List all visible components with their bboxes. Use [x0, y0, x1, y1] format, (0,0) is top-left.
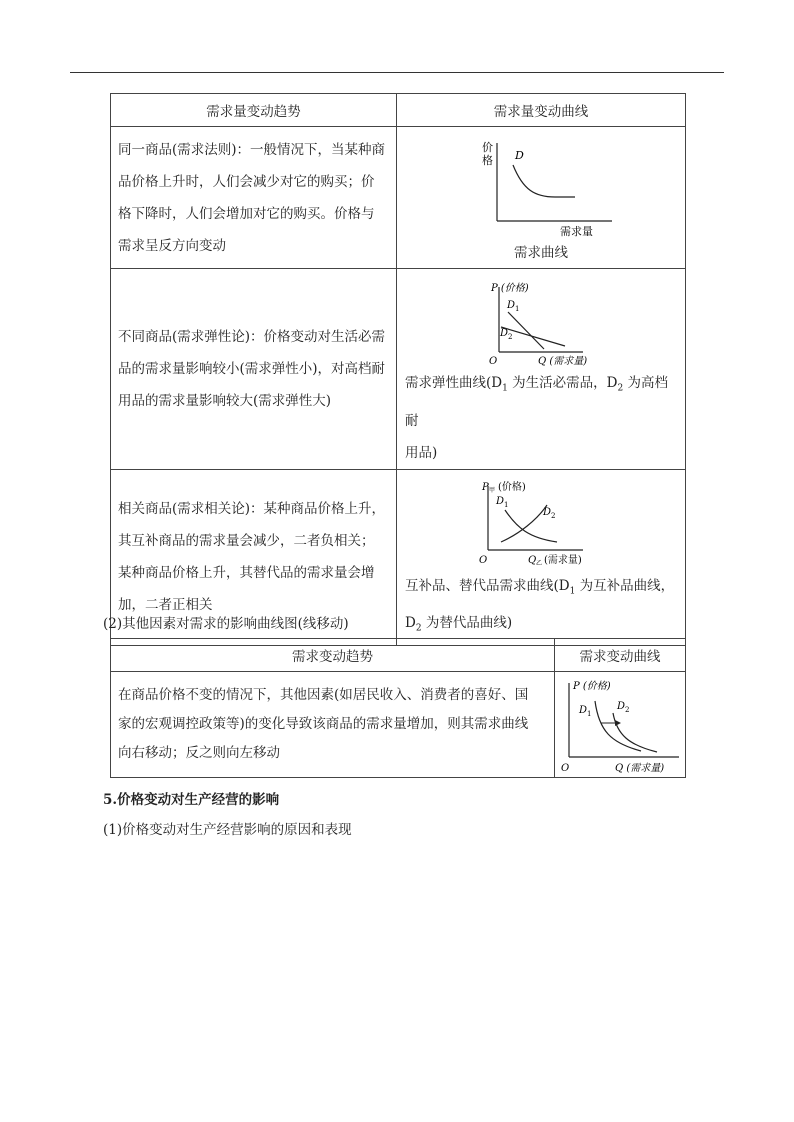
- text-line: 不同商品(需求弹性论)：价格变动对生活必需: [118, 328, 386, 345]
- text-line: 同一商品(需求法则)：一般情况下，当某种商: [118, 141, 386, 158]
- elasticity-curve-graph: [397, 269, 685, 367]
- text-line: 品价格上升时，人们会减少对它的购买；价: [118, 173, 375, 190]
- svg-text:Q (需求量): Q (需求量): [615, 762, 665, 774]
- svg-text:价: 价: [482, 140, 493, 154]
- row2-graph-cell: [397, 269, 686, 470]
- svg-text:(需求量): (需求量): [544, 554, 582, 566]
- svg-text:2: 2: [551, 511, 556, 520]
- shift-arrow-icon: [615, 720, 621, 726]
- text-line: 在商品价格不变的情况下，其他因素(如居民收入、消费者的喜好、国: [118, 687, 529, 703]
- demand-curve-graph: [397, 135, 685, 239]
- table-row: [111, 672, 686, 778]
- table-header-curve: 需求变动曲线: [555, 639, 686, 672]
- section-heading: 5.价格变动对生产经营的影响: [103, 792, 280, 808]
- text-line: 加，二者正相关: [118, 597, 213, 614]
- text-line: 格下降时，人们会增加对它的购买。价格与: [118, 205, 375, 222]
- shifted-demand-line: [613, 713, 657, 752]
- svg-text:D: D: [507, 300, 516, 311]
- svg-text:1: 1: [587, 709, 592, 718]
- text-line: 其互补商品的需求量会减少，二者负相关；: [118, 533, 375, 550]
- svg-text:D: D: [496, 495, 505, 507]
- text-line: 相关商品(需求相关论)：某种商品价格上升，: [118, 501, 386, 518]
- svg-text:格: 格: [482, 153, 493, 167]
- row1-graph-cell: [397, 127, 686, 269]
- table-row: [111, 127, 686, 269]
- table-header-curve: 需求量变动曲线: [397, 94, 686, 127]
- graph-caption: 需求曲线: [514, 244, 568, 261]
- svg-text:2: 2: [508, 333, 513, 341]
- svg-text:2: 2: [625, 705, 630, 714]
- text-line: 需求呈反方向变动: [118, 237, 226, 254]
- row1-text: [111, 127, 397, 269]
- subsection-label: (1)价格变动对生产经营影响的原因和表现: [103, 822, 352, 838]
- text-line: 家的宏观调控政策等)的变化导致该商品的需求量增加，则其需求曲线: [118, 716, 529, 732]
- svg-text:P (价格): P (价格): [491, 283, 529, 294]
- demand-shift-graph: [555, 673, 685, 777]
- table-header-trend: 需求变动趋势: [111, 639, 555, 672]
- svg-text:P: P: [482, 481, 489, 493]
- svg-text:(价格): (价格): [498, 481, 526, 493]
- shift-graph-cell: [555, 672, 686, 778]
- text-line: 某种商品价格上升，其替代品的需求量会增: [118, 565, 375, 582]
- text-line: 用品的需求量影响较大(需求弹性大): [118, 392, 332, 409]
- table-header-trend: 需求量变动趋势: [111, 94, 397, 127]
- svg-text:O: O: [479, 554, 488, 566]
- svg-text:O: O: [489, 356, 498, 367]
- svg-text:D: D: [617, 700, 626, 712]
- svg-text:需求量: 需求量: [560, 224, 593, 238]
- text-line: 向右移动；反之则向左移动: [118, 745, 280, 761]
- svg-text:D: D: [579, 704, 588, 716]
- shift-text: [111, 672, 555, 778]
- svg-text:1: 1: [504, 500, 509, 509]
- svg-text:D: D: [500, 328, 509, 339]
- svg-text:乙: 乙: [536, 559, 543, 567]
- row3-graph-cell: [397, 469, 686, 645]
- demand-shift-table: [110, 638, 686, 778]
- demand-curve-line: [513, 165, 575, 197]
- substitute-demand-line: [501, 505, 547, 542]
- row2-text: [111, 269, 397, 470]
- svg-text:D: D: [515, 148, 524, 162]
- svg-text:O: O: [561, 762, 570, 774]
- svg-text:甲: 甲: [489, 486, 496, 494]
- svg-text:D: D: [543, 506, 552, 518]
- svg-text:P (价格): P (价格): [573, 680, 611, 692]
- svg-text:Q (需求量): Q (需求量): [538, 356, 588, 367]
- demand-trend-table: [110, 93, 686, 646]
- complement-substitute-graph: [397, 470, 685, 570]
- graph-caption: 互补品、替代品需求曲线($D_1$ 为互补品曲线， $D_2$ 为替代品曲线): [405, 577, 675, 635]
- svg-text:1: 1: [515, 305, 520, 313]
- graph-caption: 需求弹性曲线($D_1$ 为生活必需品，$D_2$ 为高档耐 用品): [405, 375, 668, 461]
- subsection-label: (2)其他因素对需求的影响曲线图(线移动): [103, 616, 349, 632]
- svg-text:Q: Q: [528, 554, 537, 566]
- table-row: [111, 269, 686, 470]
- header-rule: [70, 72, 724, 73]
- text-line: 品的需求量影响较小(需求弹性小)，对高档耐: [118, 360, 386, 377]
